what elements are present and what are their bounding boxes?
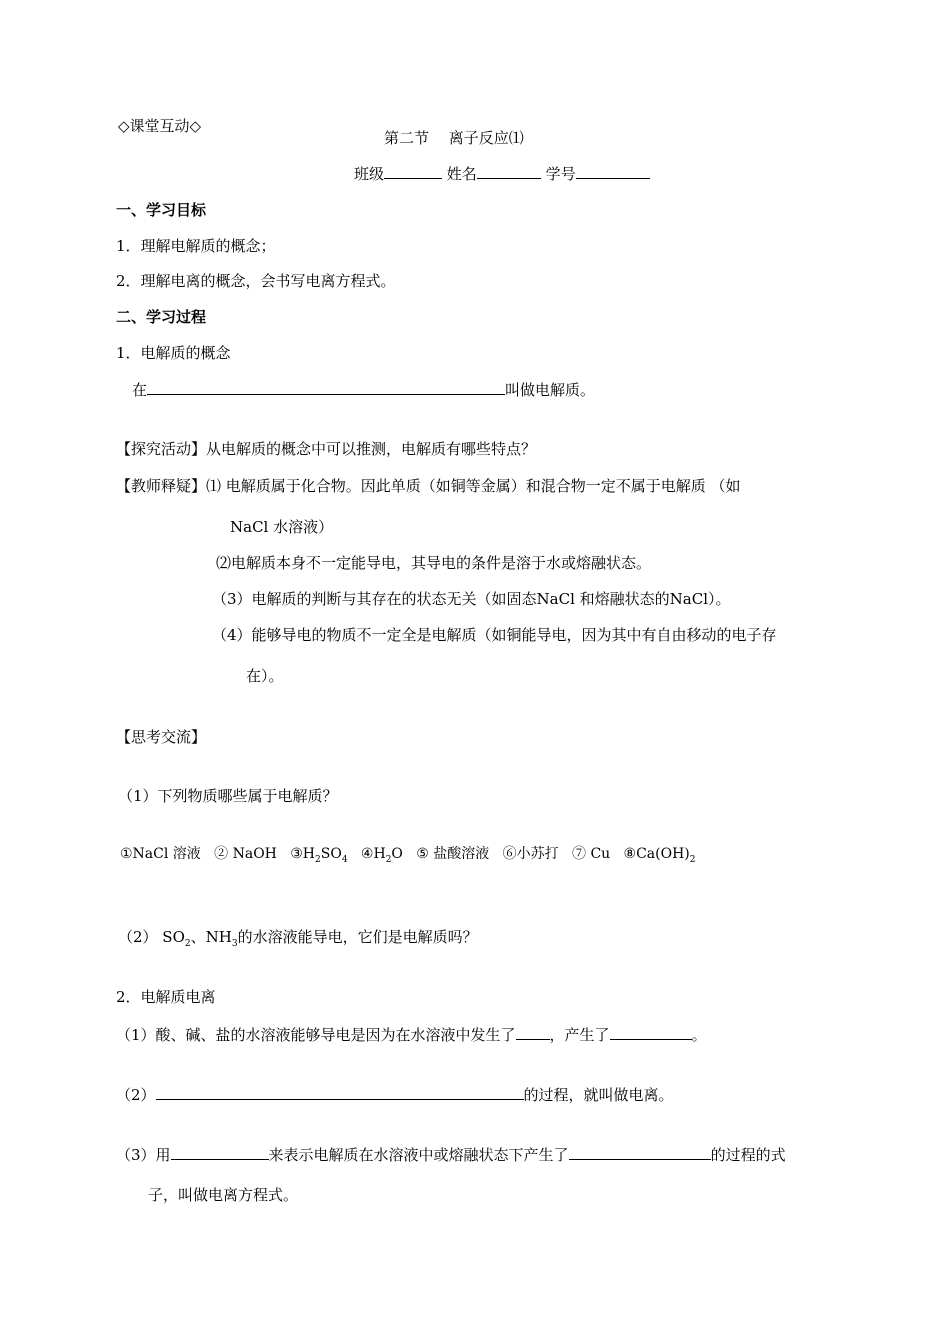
page-title: 第二节 离子反应⑴ [384,129,524,147]
name-blank[interactable] [477,163,541,179]
teacher-point-4b: 在）。 [246,667,284,685]
class-label: 班级 [354,165,385,183]
think-exchange-label: 【思考交流】 [116,728,207,746]
ionization-line-1: （1）酸、碱、盐的水溶液能够导电是因为在水溶液中发生了 ，产生了 。 [116,1026,707,1044]
ionization-blank-2[interactable] [610,1024,692,1040]
student-info-line [354,163,650,184]
ionization-blank-3[interactable] [156,1084,524,1100]
definition-blank[interactable] [147,379,505,395]
class-blank[interactable] [384,163,442,179]
teacher-point-1a: ⑴ 电解质属于化合物。因此单质（如铜等金属）和混合物一定不属于电解质 （如 [206,477,741,495]
ionization-line-2: （2） 的过程，就叫做电离。 [116,1086,674,1104]
substance-2: ② NaOH [214,846,277,862]
teacher-point-1b: NaCl 水溶液） [230,518,334,536]
question-2: （2） $SO_2$、$NH_3$的水溶液能导电，它们是电解质吗？ [118,928,478,949]
teacher-explain-label: 【教师释疑】 [116,477,207,495]
number-label: 学号 [545,165,576,183]
goal-1: 1．理解电解质的概念； [116,237,276,255]
heading-learning-goals: 一、学习目标 [116,201,207,219]
ionization-blank-1[interactable] [516,1024,550,1040]
substance-list [120,844,696,864]
definition-prefix: 在 [132,381,148,399]
ionization-blank-5[interactable] [569,1144,711,1160]
substance-8: $⑧Ca(OH)_2$ [623,846,696,865]
goal-2: 2．理解电离的概念，会书写电离方程式。 [116,272,396,290]
definition-line [132,379,595,400]
substance-5: ⑤ 盐酸溶液 [416,846,490,862]
name-label: 姓名 [446,165,477,183]
ionization-line-3: （3）用 来表示电解质在水溶液中或熔融状态下产生了 的过程的式 [116,1146,786,1164]
question-1: （1）下列物质哪些属于电解质？ [118,787,338,805]
ionization-blank-4[interactable] [171,1144,269,1160]
section-tag: ◇课堂互动◇ [118,117,202,135]
substance-3: $③H_2SO_4$ [290,846,348,865]
subheading-ionization: 2．电解质电离 [116,988,216,1006]
substance-1: ①NaCl 溶液 [120,846,201,862]
ionization-line-3b: 子，叫做电离方程式。 [148,1186,299,1204]
number-blank[interactable] [576,163,650,179]
substance-4: $④H_2O$ [360,846,403,865]
teacher-point-4a: （4）能够导电的物质不一定全是电解质（如铜能导电，因为其中有自由移动的电子存 [212,626,777,644]
explore-activity: 【探究活动】从电解质的概念中可以推测，电解质有哪些特点？ [116,440,537,458]
substance-6: ⑥小苏打 [502,846,559,862]
teacher-explain-line-1 [116,476,741,496]
teacher-point-2: ⑵电解质本身不一定能导电，其导电的条件是溶于水或熔融状态。 [216,554,652,572]
substance-7: ⑦ Cu [572,846,611,862]
heading-learning-process: 二、学习过程 [116,308,207,326]
definition-suffix: 叫做电解质。 [505,381,596,399]
subheading-electrolyte-concept: 1．电解质的概念 [116,344,231,362]
teacher-point-3: （3）电解质的判断与其存在的状态无关（如固态NaCl 和熔融状态的NaCl）。 [212,590,731,608]
